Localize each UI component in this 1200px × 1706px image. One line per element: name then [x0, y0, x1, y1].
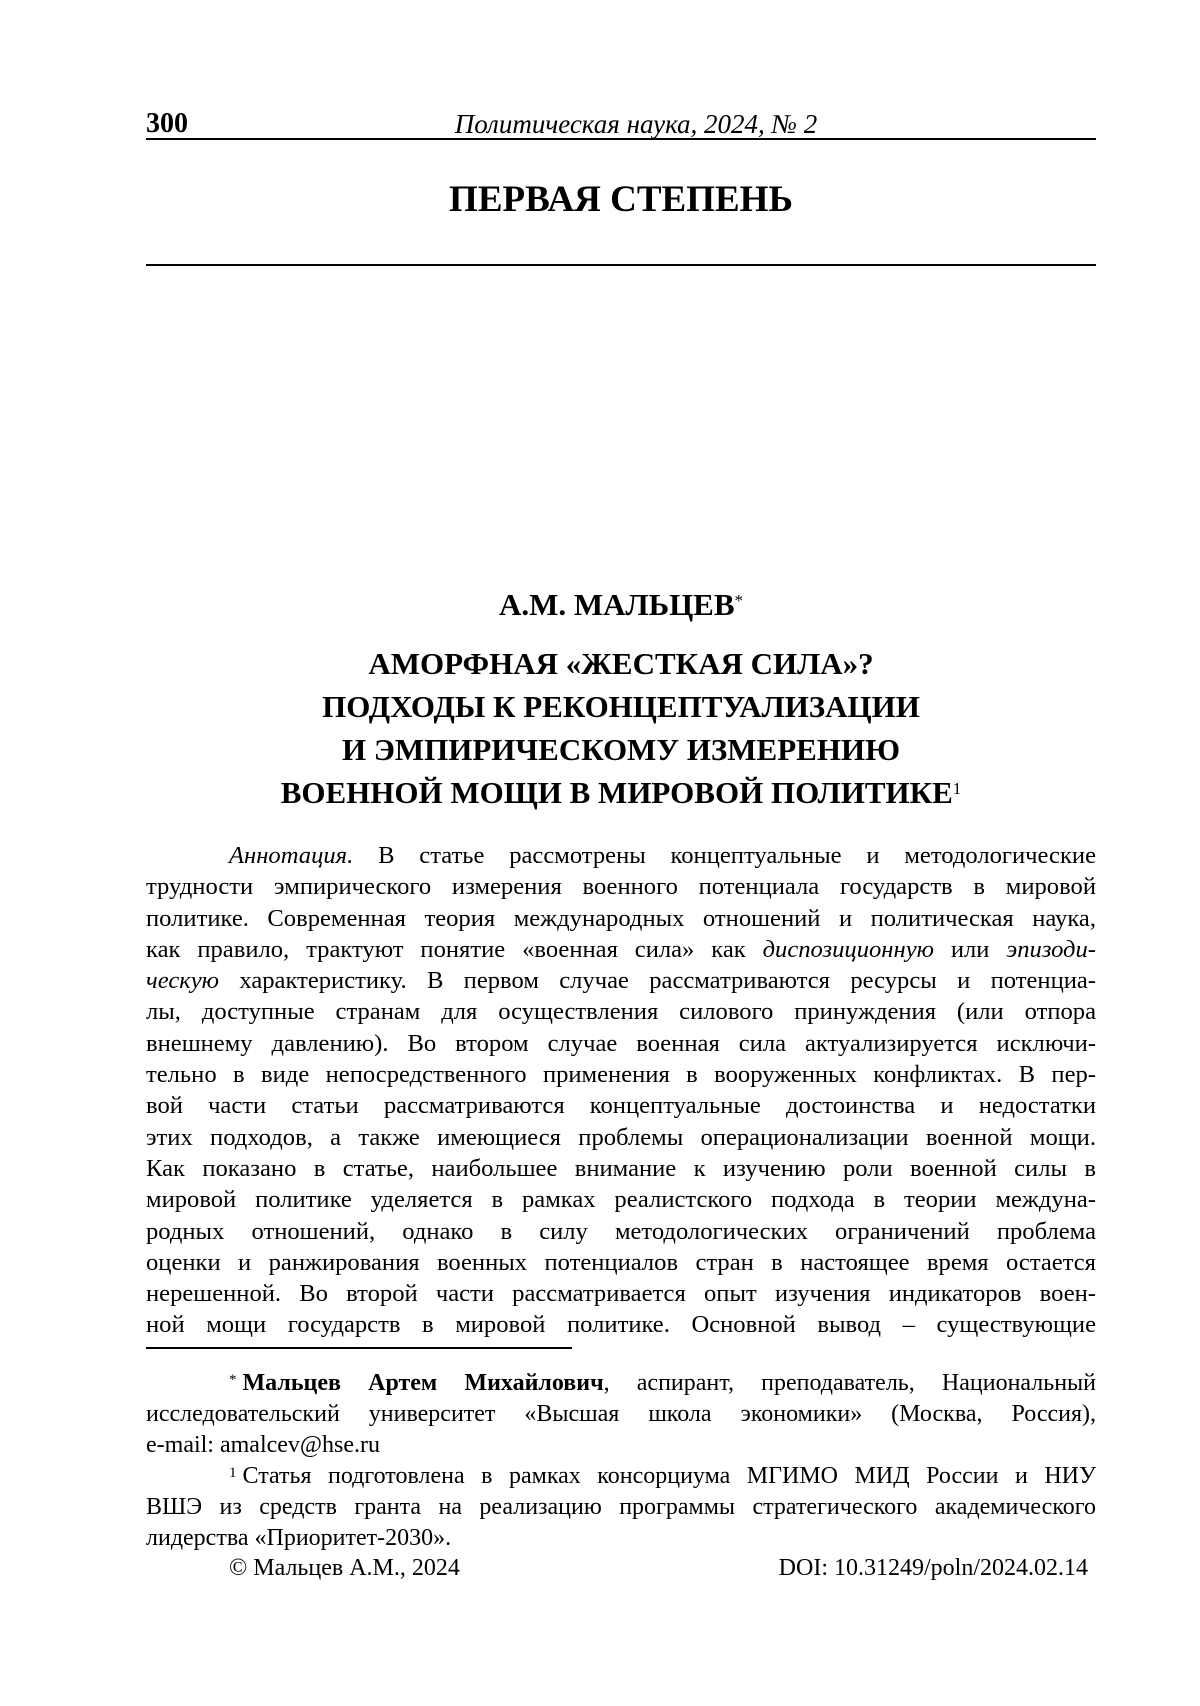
- footnote-line: исследовательский университет «Высшая школа экономики» (Москва, Россия),: [146, 1399, 1096, 1430]
- abstract: [146, 840, 1096, 1341]
- abstract-line: мировой политике уделяется в рамках реалистского подхода в теории междуна-: [146, 1184, 1096, 1215]
- journal-page: [0, 0, 1200, 1706]
- abstract-line: оценки и ранжирования военных потенциалов стран в настоящее время остается: [146, 1247, 1096, 1278]
- abstract-line: этих подходов, а также имеющиеся проблемы операционализации военной мощи.: [146, 1122, 1096, 1153]
- footnote-line: * Мальцев Артем Михайлович, аспирант, преподаватель, Национальный: [146, 1368, 1096, 1399]
- header-rule: [146, 138, 1096, 140]
- doi: DOI: 10.31249/poln/2024.02.14: [779, 1552, 1088, 1584]
- title-footnote-mark: 1: [953, 779, 962, 798]
- page-number: 300: [146, 108, 188, 140]
- article-footer: [146, 1552, 1096, 1584]
- abstract-line: ной мощи государств в мировой политике. Основной вывод – существующие: [146, 1309, 1096, 1340]
- author-footnote-mark: *: [735, 591, 744, 610]
- abstract-line: вой части статьи рассматриваются концептуальные достоинства и недостатки: [146, 1090, 1096, 1121]
- running-header: [146, 108, 1096, 140]
- article-author: [146, 585, 1096, 625]
- footnote-rule: [146, 1347, 572, 1349]
- abstract-line: родных отношений, однако в силу методологических ограничений проблема: [146, 1216, 1096, 1247]
- abstract-line: ческую характеристику. В первом случае рассматриваются ресурсы и потенциа-: [146, 965, 1096, 996]
- footnote-line: ВШЭ из средств гранта на реализацию программы стратегического академического: [146, 1492, 1096, 1523]
- copyright: © Мальцев А.М., 2024: [229, 1552, 460, 1584]
- article-title: [146, 642, 1096, 814]
- abstract-line: Как показано в статье, наибольшее внимание к изучению роли военной силы в: [146, 1153, 1096, 1184]
- title-line: И ЭМПИРИЧЕСКОМУ ИЗМЕРЕНИЮ: [146, 728, 1096, 771]
- author-full-name: Мальцев Артем Михайлович: [243, 1370, 604, 1396]
- section-title: ПЕРВАЯ СТЕПЕНЬ: [146, 178, 1096, 222]
- abstract-line: Аннотация. В статье рассмотрены концептуальные и методологические: [146, 840, 1096, 871]
- abstract-line: внешнему давлению). Во втором случае военная сила актуализируется исключи-: [146, 1028, 1096, 1059]
- footnotes: [146, 1368, 1096, 1554]
- abstract-line: политике. Современная теория международных отношений и политическая наука,: [146, 903, 1096, 934]
- footnote-mark: *: [229, 1372, 237, 1388]
- footnote-mark: 1: [229, 1465, 237, 1481]
- journal-running-head: Политическая наука, 2024, № 2: [146, 108, 1096, 140]
- abstract-line: трудности эмпирического измерения военного потенциала государств в мировой: [146, 871, 1096, 902]
- abstract-line: тельно в виде непосредственного применения в вооруженных конфликтах. В пер-: [146, 1059, 1096, 1090]
- abstract-line: нерешенной. Во второй части рассматривается опыт изучения индикаторов воен-: [146, 1278, 1096, 1309]
- author-email: e-mail: amalcev@hse.ru: [146, 1430, 1096, 1461]
- section-rule: [146, 264, 1096, 266]
- footnote-line: 1 Статья подготовлена в рамках консорциума МГИМО МИД России и НИУ: [146, 1461, 1096, 1492]
- title-line: АМОРФНАЯ «ЖЕСТКАЯ СИЛА»?: [146, 642, 1096, 685]
- abstract-line: как правило, трактуют понятие «военная сила» как диспозиционную или эпизоди-: [146, 934, 1096, 965]
- title-line: ПОДХОДЫ К РЕКОНЦЕПТУАЛИЗАЦИИ: [146, 685, 1096, 728]
- abstract-label: Аннотация.: [229, 842, 353, 869]
- abstract-line: лы, доступные странам для осуществления силового принуждения (или отпора: [146, 996, 1096, 1027]
- author-name: А.М. МАЛЬЦЕВ: [499, 587, 735, 622]
- title-line: ВОЕННОЙ МОЩИ В МИРОВОЙ ПОЛИТИКЕ1: [146, 771, 1096, 814]
- footnote-line: лидерства «Приоритет-2030».: [146, 1523, 1096, 1554]
